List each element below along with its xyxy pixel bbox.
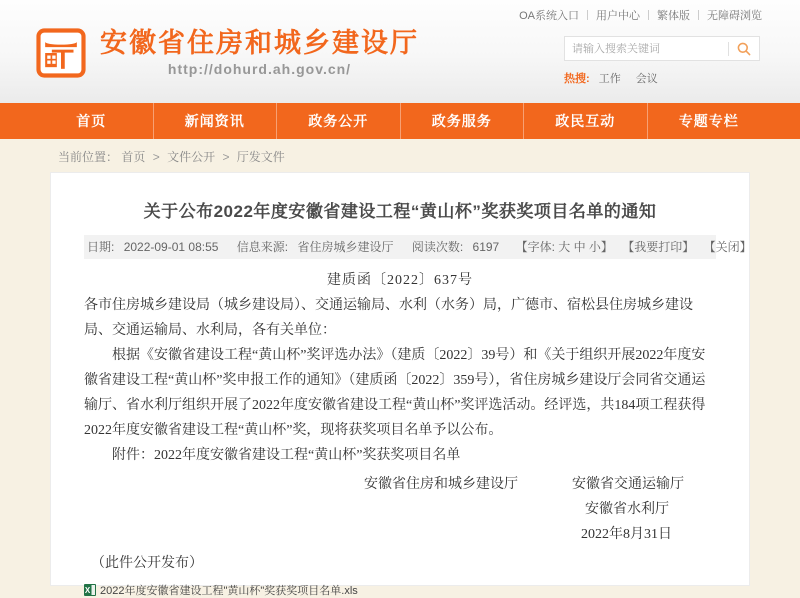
meta-views-label: 阅读次数: (411, 240, 464, 254)
nav-item-gov-disclosure[interactable]: 政务公开 (276, 103, 400, 139)
public-release-note: （此件公开发布） (91, 556, 203, 571)
nav-item-interaction[interactable]: 政民互动 (523, 103, 647, 139)
search-box (564, 36, 760, 61)
divider (728, 42, 729, 56)
document-number: 建质函〔2022〕637号 (327, 273, 473, 288)
breadcrumb-separator: > (152, 150, 160, 164)
attachment-filename[interactable]: 2022年度安徽省建设工程"黄山杯"奖获奖项目名单.xls (100, 585, 358, 597)
breadcrumb-prefix: 当前位置： (58, 150, 119, 164)
meta-views: 6197 (472, 240, 500, 254)
search-icon[interactable] (736, 41, 752, 57)
signature-dept-housing: 安徽省住房和城乡建设厅 (364, 477, 518, 492)
topbar-link-user-center[interactable]: 用户中心 (596, 10, 640, 22)
site-header (0, 0, 800, 103)
document-body (84, 268, 716, 576)
signature-dept-transport: 安徽省交通运输厅 (572, 477, 684, 492)
article-title: 关于公布2022年度安徽省建设工程“黄山杯”奖获奖项目名单的通知 (143, 202, 657, 221)
svg-text:X: X (84, 586, 91, 595)
article-panel (50, 172, 752, 597)
nav-item-gov-services[interactable]: 政务服务 (400, 103, 524, 139)
signature-block (84, 472, 716, 547)
topbar-link-oa[interactable]: OA系统入口 (519, 10, 579, 22)
meta-date-label: 日期: (87, 240, 115, 254)
hot-search-term[interactable]: 工作 (598, 73, 621, 85)
topbar-link-accessibility[interactable]: 无障碍浏览 (707, 10, 762, 22)
main-nav (0, 103, 800, 139)
site-title-block (100, 28, 419, 77)
breadcrumb-separator: > (222, 150, 230, 164)
nav-item-special-columns[interactable]: 专题专栏 (647, 103, 771, 139)
attachment-note: 附件：2022年度安徽省建设工程“黄山杯”奖获奖项目名单 (112, 448, 461, 463)
hot-search-label: 热搜: (564, 73, 590, 85)
meta-date: 2022-09-01 08:55 (123, 240, 219, 254)
meta-source: 省住房城乡建设厅 (297, 240, 394, 254)
site-url: http://dohurd.ah.gov.cn/ (167, 61, 352, 77)
topbar-link-traditional[interactable]: 繁体版 (657, 10, 690, 22)
excel-file-icon (84, 584, 96, 596)
breadcrumb-file-disclosure[interactable]: 文件公开 (167, 150, 216, 164)
close-button[interactable]: 【关闭】 (703, 240, 752, 254)
article-meta-bar (84, 235, 752, 259)
search-input[interactable] (572, 43, 724, 55)
search-area (564, 36, 760, 86)
nav-item-home[interactable]: 首页 (76, 113, 107, 129)
meta-source-label: 信息来源: (236, 240, 289, 254)
hot-search-term[interactable]: 会议 (635, 73, 658, 85)
breadcrumb-home[interactable]: 首页 (121, 150, 146, 164)
breadcrumb-dept-documents[interactable]: 厅发文件 (236, 150, 285, 164)
top-utility-bar (511, 7, 770, 23)
nav-item-news[interactable]: 新闻资讯 (153, 103, 277, 139)
site-name: 安徽省住房和城乡建设厅 (100, 28, 419, 58)
site-branding (36, 28, 419, 78)
font-size-control[interactable]: 【字体: 大 中 小】 (515, 240, 613, 254)
attachment-link[interactable] (84, 582, 716, 598)
print-button[interactable]: 【我要打印】 (622, 240, 695, 254)
main-content-area (0, 139, 800, 597)
breadcrumb (0, 139, 800, 172)
main-paragraph: 根据《安徽省建设工程“黄山杯”奖评选办法》（建质〔2022〕39号）和《关于组织开展2022年度安徽省建设工程“黄山杯”奖申报工作的通知》（建质函〔2022〕359号），省住房城乡建设厅会同省交通运输厅、省水利厅组织开展了2022年度安徽省建设工程“黄山杯”奖评选活动。经评选，共184项工程获得2022年度安徽省建设工程“黄山杯”奖，现将获奖项目名单予以公布。 (84, 348, 706, 438)
salutation-paragraph: 各市住房城乡建设局（城乡建设局）、交通运输局、水利（水务）局，广德市、宿松县住房城乡建设局、交通运输局、水利局，各有关单位： (84, 298, 693, 338)
gov-logo-icon (36, 28, 86, 78)
hot-search-line (564, 70, 760, 86)
signature-date: 2022年8月31日 (581, 527, 672, 542)
signature-dept-water: 安徽省水利厅 (585, 502, 669, 517)
